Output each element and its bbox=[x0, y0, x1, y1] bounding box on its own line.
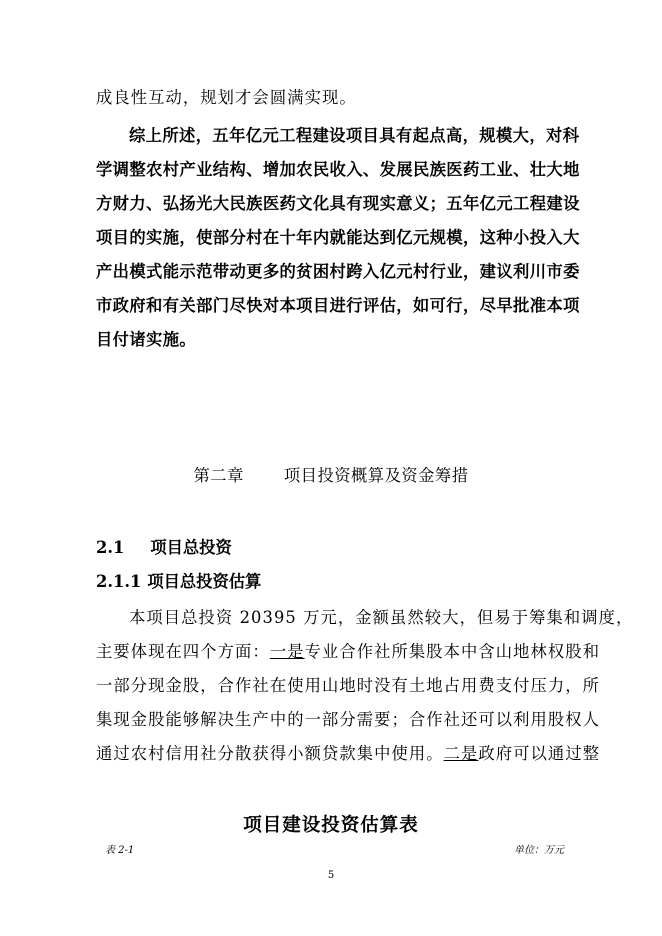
body-text: 通过农村信用社分散获得小额贷款集中使用。 bbox=[96, 744, 444, 763]
chapter-heading bbox=[0, 466, 662, 486]
chapter-title: 项目投资概算及资金筹措 bbox=[283, 466, 469, 485]
summary-paragraph-line: 市政府和有关部门尽快对本项目进行评估，如可行，尽早批准本项 bbox=[96, 296, 580, 315]
section-heading bbox=[96, 538, 232, 558]
body-paragraph-line bbox=[96, 744, 600, 764]
subsection-title: 项目总投资估算 bbox=[147, 572, 262, 591]
body-paragraph-line: 本项目总投资 20395 万元，金额虽然较大，但易于筹集和调度， bbox=[129, 608, 634, 627]
underlined-text: 二是 bbox=[443, 744, 479, 763]
summary-paragraph-line: 方财力、弘扬光大民族医药文化具有现实意义；五年亿元工程建设 bbox=[96, 194, 580, 213]
summary-paragraph-line: 目付诸实施。 bbox=[96, 330, 197, 349]
section-number: 2.1 bbox=[96, 538, 125, 557]
paragraph-continuation: 成良性互动，规划才会圆满实现。 bbox=[96, 88, 357, 107]
subsection-heading bbox=[96, 572, 261, 592]
body-text: 政府可以通过整 bbox=[478, 744, 601, 763]
table-label: 表 2-1 bbox=[105, 845, 135, 856]
summary-paragraph-line: 产出模式能示范带动更多的贫困村跨入亿元村行业，建议利川市委 bbox=[96, 262, 580, 281]
subsection-number: 2.1.1 bbox=[96, 572, 142, 591]
table-unit: 单位：万元 bbox=[514, 845, 564, 856]
body-text: 专业合作社所集股本中含山地林权股和 bbox=[304, 642, 601, 661]
section-title: 项目总投资 bbox=[150, 538, 232, 557]
body-text: 主要体现在四个方面： bbox=[96, 642, 270, 661]
body-paragraph-line bbox=[96, 642, 600, 662]
summary-paragraph-line: 项目的实施，使部分村在十年内就能达到亿元规模，这种小投入大 bbox=[96, 228, 580, 247]
summary-paragraph-line: 综上所述，五年亿元工程建设项目具有起点高，规模大，对科 bbox=[129, 126, 580, 145]
body-paragraph-line: 集现金股能够解决生产中的一部分需要；合作社还可以利用股权人 bbox=[96, 710, 601, 729]
underlined-text: 一是 bbox=[269, 642, 305, 661]
chapter-number: 第二章 bbox=[193, 466, 244, 485]
summary-paragraph-line: 学调整农村产业结构、增加农民收入、发展民族医药工业、壮大地 bbox=[96, 160, 580, 179]
page-number: 5 bbox=[327, 870, 335, 881]
table-title: 项目建设投资估算表 bbox=[243, 815, 419, 836]
body-paragraph-line: 一部分现金股，合作社在使用山地时没有土地占用费支付压力，所 bbox=[96, 676, 601, 695]
